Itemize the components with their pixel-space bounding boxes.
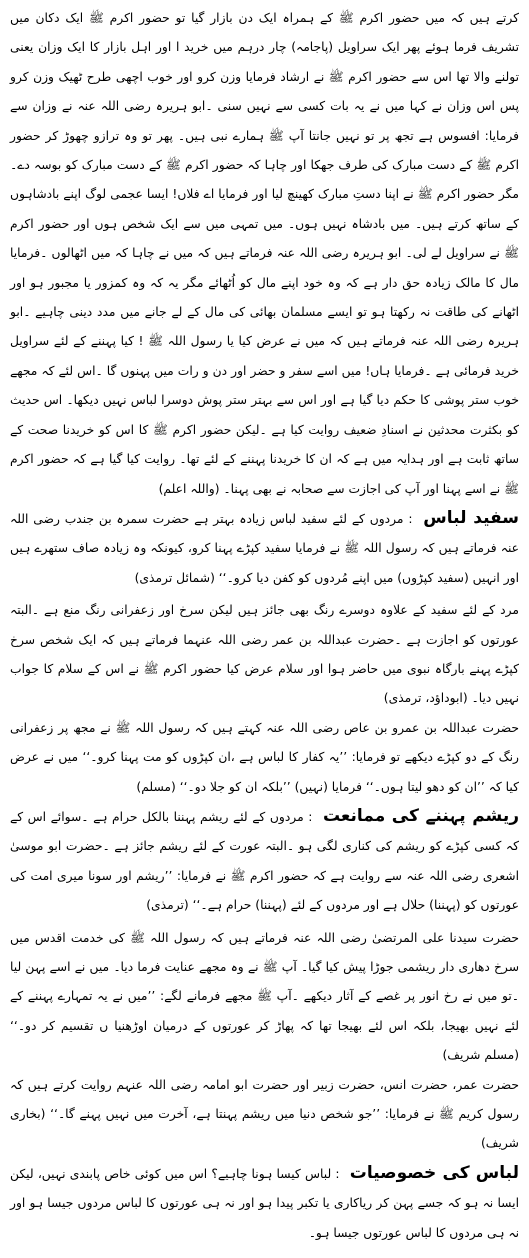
silk-text: : مردوں کے لئے ریشم پہننا بالکل حرام ہے ۔سوائے اس کے کہ کسی کپڑے کو ریشم کی کناری لگی ہو ۔البتہ عورت کے لئے ریشم جائز ہے ۔حضرت ابو موسیٰ اشعری رضی اللہ عنہ سے روایت ہے کہ حضور اکرم ﷺ نے فرمایا: ’’ریشم اور سونا میری امت کی عورتوں کو (پہننا) حلال ہے اور مردوں کے لئے (پہننا) حرام ہے۔‘‘ (ترمذی) bbox=[10, 809, 519, 913]
colors-paragraph: مرد کے لئے سفید کے علاوہ دوسرے رنگ بھی جائز ہیں لیکن سرخ اور زعفرانی رنگ منع ہے ۔البتہ عورتوں کو اجازت ہے ۔حضرت عبداللہ بن عمر رضی اللہ عنہما فرماتے ہیں کہ ایک شخص سرخ کپڑے پہنے بارگاہ نبوی میں حاضر ہوا اور سلام عرض کیا حضور اکرم ﷺ نے اس کے سلام کا جواب نہیں دیا۔ (ابوداؤد، ترمذی) bbox=[10, 603, 519, 706]
ali-paragraph: حضرت سیدنا علی المرتضیٰ رضی اللہ عنہ فرماتے ہیں کہ رسول اللہ ﷺ کی خدمت اقدس میں سرخ دھاری دار ریشمی جوڑا پیش کیا گیا۔ آپ ﷺ نے وہ مجھے عنایت فرما دیا۔ میں نے اسے پہن لیا ۔تو میں نے رخ انور پر غصے کے آثار دیکھے ۔آپ ﷺ مجھے فرمانے لگے: ’’میں نے یہ تمہارے پہننے کے لئے نہیں بھیجا، بلکہ اس لئے بھیجا تھا کہ پھاڑ کر عورتوں کے درمیان اوڑھنیا ں تقسیم کر دو۔‘‘ (مسلم شریف) bbox=[10, 930, 519, 1063]
saffron-paragraph: حضرت عبداللہ بن عمرو بن عاص رضی اللہ عنہ کہتے ہیں کہ رسول اللہ ﷺ نے مجھ پر زعفرانی رنگ کے دو کپڑے دیکھے تو فرمایا: ’’یہ کفار کا لباس ہے ،ان کپڑوں کو مت پہنا کرو۔‘‘ میں نے عرض کیا کہ ’’ان کو دھو لیتا ہوں۔‘‘ فرمایا (نہیں) ’’بلکہ ان کو جلا دو۔‘‘ (مسلم) bbox=[10, 720, 519, 794]
features-section bbox=[10, 1159, 519, 1248]
intro-paragraph: کرتے ہیں کہ میں حضور اکرم ﷺ کے ہمراہ ایک دن بازار گیا تو حضور اکرم ﷺ ایک دکان میں تشریف فرما ہوئے پھر ایک سراویل (پاجامہ) چار درہم میں خرید ا اور اہل بازار کا ایک وزان یعنی تولنے والا تھا اس سے حضور اکرم ﷺ نے ارشاد فرمایا وزن کرو اور خوب اچھی طرح ٹھیک وزن کرو پس اس وزان نے کہا میں نے یہ بات کسی سے نہیں سنی ۔ابو ہریرہ رضی اللہ عنہ نے وزان سے فرمایا: افسوس ہے تجھ پر تو نہیں جانتا آپ ﷺ ہمارے نبی ہیں۔ پھر تو وہ ترازو چھوڑ کر حضور اکرم ﷺ کے دست مبارک کی طرف جھکا اور چاہا کہ حضور اکرم ﷺ کے دست مبارک کو بوسہ دے۔ مگر حضور اکرم ﷺ نے اپنا دستِ مبارک کھینچ لیا اور فرمایا اے فلاں! ایسا عجمی لوگ اپنے بادشاہوں کے ساتھ کرتے ہیں۔ میں بادشاہ نہیں ہوں۔ میں تمہی میں سے ایک شخص ہوں اور حضور اکرم ﷺ نے سراویل لے لی۔ ابو ہریرہ رضی اللہ عنہ فرماتے ہیں کہ میں نے چاہا کہ میں اٹھالوں ۔فرمایا مال کا مالک زیادہ حق دار ہے کہ وہ خود اپنے مال کو اُٹھائے مگر یہ کہ وہ کمزور یا مجبور ہو اور اٹھانے کی طاقت نہ رکھتا ہو تو ایسے مسلمان بھائی کی مال کے لے جانے میں مدد دینی چاہیے ۔ابو ہریرہ رضی اللہ عنہ فرماتے ہیں کہ میں نے عرض کیا یا رسول اللہ ﷺ ! کیا پہننے کے لئے سراویل خرید فرمائی ہے ۔فرمایا ہاں! میں اسے سفر و حضر اور دن و رات میں پہنوں گا ۔اس لئے کہ مجھے خوب ستر پوشی کا حکم دیا گیا ہے اور اس سے بہتر ستر پوش دوسرا لباس نہیں دیکھا۔ اس حدیث کو بکثرت محدثین نے اسنادِ ضعیف روایت کیا ہے ۔لیکن حضور اکرم ﷺ کا اس کو خریدنا صحت کے ساتھ ثابت ہے اور ہدایہ میں ہے کہ ان کا خریدنا پہننے کے لئے تھا۔ روایت کیا گیا ہے کہ حضور اکرم ﷺ نے اسے پہنا اور آپ کی اجازت سے صحابہ نے بھی پہنا۔ (واللہ اعلم) bbox=[10, 11, 519, 496]
silk-section bbox=[10, 802, 519, 921]
white-dress-section bbox=[10, 504, 519, 593]
features-heading: لباس کی خصوصیات bbox=[349, 1162, 519, 1183]
white-dress-heading: سفید لباس bbox=[423, 507, 519, 528]
features-text: : لباس کیسا ہونا چاہیے؟ اس میں کوئی خاص پابندی نہیں، لیکن ایسا نہ ہو کہ جسے پہن کر ریاکاری یا تکبر پیدا ہو اور نہ ہی عورتوں کا لباس مردوں جیسا ہو اور نہ ہی مردوں کا لباس عورتوں جیسا ہو۔ bbox=[10, 1166, 519, 1240]
white-dress-text: : مردوں کے لئے سفید لباس زیادہ بہتر ہے حضرت سمرہ بن جندب رضی اللہ عنہ فرماتے ہیں کہ رسول اللہ ﷺ نے فرمایا سفید کپڑے پہنا کرو، کیونکہ وہ زیادہ صاف ستھرے ہیں اور انہیں (سفید کپڑوں) میں اپنے مُردوں کو کفن دیا کرو۔‘‘ (شمائل ترمذی) bbox=[10, 511, 519, 585]
silk-heading: ریشم پہننے کی ممانعت bbox=[322, 805, 519, 826]
umar-paragraph: حضرت عمر، حضرت انس، حضرت زبیر اور حضرت ابو امامہ رضی اللہ عنہم روایت کرتے ہیں کہ رسول کریم ﷺ نے فرمایا: ’’جو شخص دنیا میں ریشم پہنتا ہے، آخرت میں نہیں پہنے گا۔‘‘ (بخاری شریف) bbox=[10, 1077, 519, 1151]
